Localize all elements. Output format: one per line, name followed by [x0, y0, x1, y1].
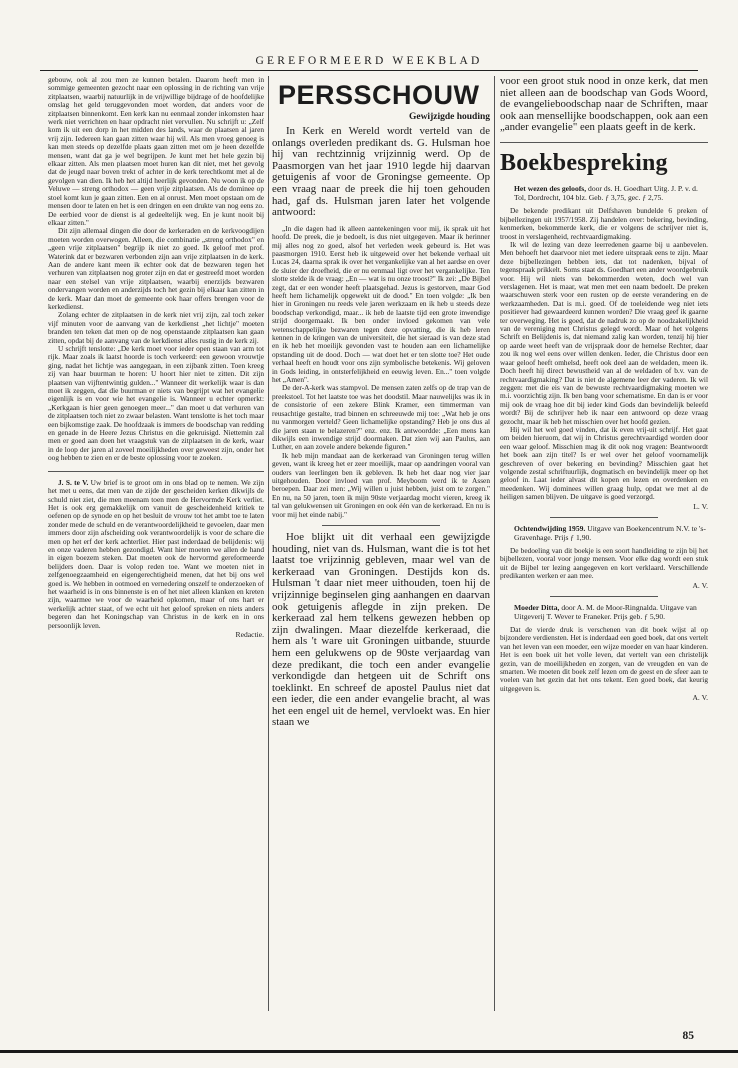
letter-recipient: J. S. te V.	[58, 477, 89, 487]
review-publisher: door A. M. de Moor-Ringnalda. Uitgave van Uitgeverij T. Wever te Franeker. Prijs geb. ƒ 5,90.	[514, 602, 697, 621]
paragraph: U schrijft tenslotte: „De kerk moet voor ieder open staan van arm tot rijk. Maar zoals ik laatst hoorde is toch verkeerd: een gewoon vrouwtje ging, nadat het lichtje was aangegaan, in een zijbank zitten. Toen kreeg zij van haar buurman te horen: U hoort hier niet te zitten. Dit zijn plaatsen van vijftentwintig gulden..." Wanneer dit werkelijk waar is dan moet ik zeggen, dat die buurman er niets van begrijpt wat het evangelie eigenlijk is en voor wie het evangelie is. Wanneer u echter opmerkt: „Kerkgaan is hier geen genoegen meer..." dan moet u dat verhuren van de zitplaatsen toch niet zo zwaar belasten. Want tenslotte is het toch maar een bijkomstige zaak. De hoofdzaak is immers de boodschap van redding en genade in de Heere Jezus Christus en die gekruisigd. Niettemin zal men er goed aan doen het vraagstuk van de zitplaatsen in de kerk, waar in de loop der jaren al zoveel moeilijkheden over geweest zijn, onder het oog hebben te zien en er de beste oplossing voor te zoeken.	[48, 344, 264, 463]
letter-reply-text: Uw brief is te groot om in ons blad op te nemen. We zijn het met u eens, dat men van de zijde der gescheiden kerken dikwijls de schuld niet ziet, die men meenam toen men de Hervormde Kerk verliet. Het is ook erg gemakkelijk om vanuit de gescheidenheid kritiek te oefenen op de synode en op het besluit de vrouw tot het ambt toe te laten zonder mede de schuld en de verantwoordelijkheid te gevoelen, daar men immers door zijn afscheiding ook verantwoordelijk is voor de schare die men op het erf der kerk achterliet. Hier past inderdaad de belijdenis: wij en onze vaderen hebben gezondigd. Want hier moeten we allen de hand in eigen boezem steken. Dat moeten ook de hervormd gereformeerde belijders doen. Daar is volop reden toe. Want we moeten niet in zelfgenoegzaamheid en eigengerechtigheid menen, dat het bij ons wel goed is. We hebben in ootmoed en vernedering onszelf te onderzoeken of het waarheid is in ons binnenste is en of het niet alleen klanken en kreten zijn, waarmee we voor de waarheid opkomen, maar of ons hart er werkelijk achter staat, of we echt uit het geloof spreken en niets anders begeren dan het Koningschap van Christus in de kerk en in ons persoonlijk leven.	[48, 477, 264, 630]
letter-reply	[48, 479, 264, 630]
review-publisher: door ds. H. Goedhart Uitg. J. P. v. d. Tol, Dordrecht, 104 blz. Geb. ƒ 3,75, gec. ƒ 2,75.	[514, 183, 698, 203]
column-divider-2	[494, 76, 495, 1011]
column-left	[48, 76, 264, 1018]
quote-paragraph: „In die dagen had ik alleen aantekeningen voor mij, ik sprak uit het hoofd. De preek, die je bedoelt, is dus niet uitgegeven. Maar ik herinner mij alles nog zo goed, alsof het verleden week gebeurd is. Het was paasmorgen 1910. Eerst heb ik uitgeweid over het bekende verhaal uit Lucas 24, daarna sprak ik over het vergankelijke van al het aardse en over de sluier der droefheid, die er nu eenmaal ligt over het vergankelijke. Ten slotte stelde ik de vraag: „En — wat is nu onze troost?" Ik zei: „De Bijbel zegt, dat er een wonder heeft plaatsgehad. Jezus is gestorven, maar God heeft hem lichamelijk opgewekt uit de dood." En toen volgde: „Ik ben hier in Groningen nu reeds vele jaren werkzaam en ik heb u steeds deze boodschap verkondigd, maar... ik heb de laatste tijd een grote inwendige strijd doorgemaakt. Ik ben onder invloed gekomen van vele wetenschappelijke bezwaren tegen deze opvatting, die ik heb leren kennen in de kringen van de universiteit, die het sieraad is van deze stad en ik heb het moeilijk gevonden vast te houden aan een lichamelijke opstanding uit de dood. Doch — wat doet het er ten slotte toe? Het oude verhaal heeft en houdt voor ons zijn symbolische betekenis. Wij geloven in Gods leiding, in ontsterfelijkheid en eeuwig leven. En..." toen volgde het „Amen".	[272, 223, 490, 385]
commentary-paragraph: Hoe blijkt uit dit verhaal een gewijzigde houding, niet van ds. Hulsman, want die is tot het laatst toe vrijzinnig gebleven, maar wel van de kerkeraad van Groningen. Destijds kon ds. Hulsman 't daar niet meer uithouden, toen hij de vrijzinnige beginselen ging aanhangen en daarvan ook getuigenis aflegde in zijn preken. De kerkeraad zal hem telkens gewezen hebben op zijn dwalingen. Maar diezelfde kerkeraad, die hem als 't ware uit Groningen uitbande, stuurde hem een gelukwens op de 90ste verjaardag van deze predikant, die toch een ander evangelie verkondigde dan hetgeen uit de Schrift ons toeklinkt. En schreef de apostel Paulus niet dat een ieder, die een ander evangelie bracht, al was het een engel uit de hemel, vervloekt was. En hier staan we	[272, 530, 490, 729]
review-publisher: Uitgave van Boekencentrum N.V. te 's-Gravenhage. Prijs ƒ 1,90.	[514, 523, 706, 542]
page-number: 85	[682, 1030, 694, 1042]
section-separator	[550, 517, 658, 518]
review-signature: A. V.	[692, 693, 708, 703]
column-middle	[272, 76, 490, 1018]
review-book-title: Moeder Ditta,	[514, 602, 560, 612]
footer-rule	[0, 1050, 738, 1053]
paragraph: Zolang echter de zitplaatsen in de kerk niet vrij zijn, zal toch zeker vijf minuten voor de aanvang van de kerkdienst „het lichtje" moeten branden ten teken dat men op de nog openstaande zitplaatsen kan gaan zitten, opdat bij de aanvang van de kerkdienst alles rustig in de kerk zij.	[48, 310, 264, 345]
section-separator	[322, 525, 440, 526]
review-heading	[500, 184, 708, 202]
review-paragraph: De bekende predikant uit Delfshaven bundelde 6 preken of bijbellezingen uit 1957/1958. Zij handelen over: bekering, bevinding, kenmerken, bekommerde kerk, die er volgens de schrijver niet is, troost in verslagenheid, rechtvaardigmaking.	[500, 206, 708, 241]
section-separator	[550, 596, 658, 597]
review-paragraph: Dat de vierde druk is verschenen van dit boek wijst al op bijzondere verdiensten. Het is inderdaad een goed boek, dat ons vertelt van het leven van een moeder, een wijze moeder en van haar kinderen. Het is een boek uit het volle leven, dat vertelt van een christelijk gezin, van de moeilijkheden en zorgen, van de vreugden en van de smarten. We moeten dit boek zelf lezen om de geest en de sfeer aan te voelen van het gezin dat het ons tekent. Een goed boek, dat keurig uitgegeven is.	[500, 625, 708, 693]
paragraph: gebouw, ook al zou men ze kunnen betalen. Daarom heeft men in sommige gemeenten gezocht naar een oplossing in de richting van vrije zitplaatsen, waarbij natuurlijk in de vrijwillige bijdrage of de hoofdelijke omslag het geld teruggevonden moet worden, dat anders voor de zitplaatsen binnenkomt. Een kerk kan nu eenmaal zonder inkomsten haar werk niet verrichten en haar opdracht niet vervullen. Nu schrijft u: „Zelf kom ik uit een dorp in het midden des lands, waar de plaatsen al jaren vrij zijn. Iedereen kan gaan zitten waar hij wil. Als men vroeg genoeg is kan men steeds op dezelfde plaats gaan zitten met om je heen dezelfde mensen, want dat ga je wel begrijpen. Je kunt met het hele gezin bij elkaar zitten. Als men plaatsen moet huren kan dit niet, met het gevolg dat de jeugd naar boven trekt of achter in de kerk terechtkomt met al de gevolgen van dien. Ik heb het altijd heerlijk gevonden. Nu woon ik op de Veluwe — streng orthodox — geen vrije zitplaatsen. Als de dominee op stoel komt kun je gaan zitten. Een en al onrust. Men moet opstaan om de mensen door te laten en het is een dringen en een drukte van nog eens zo. De eerbied voor de dienst is al gedeeltelijk weg. En je kunt nooit bij elkaar zitten."	[48, 76, 264, 227]
review-paragraph: Ik wil de lezing van deze leerredenen gaarne bij u aanbevelen. Men behoeft het daarvoor niet met iedere uitspraak eens te zijn. Maar deze bijbellezingen hebben iets, dat tot nadenken, bijval of tegenspraak prikkelt. Soms staat ds. Goedhart een ander woordgebruik voor. Hij wil niets van bekommerden weten, doch wel van verslagenen. Het is maar, wat men met een naam bedoelt. De preken waarschuwen sterk voor een rusten op de eerste verandering en de werkzaamheden. Dat is m.i. goed. Of de toeleidende weg niet iets positiever had gewaardeerd kunnen worden? Die vraag geef ik gaarne ter overweging. Het is goed, dat de nadruk zo op de noodzakelijkheid van de vereniging met Christus gelegd wordt. Maar of het volgens Schrift en Belijdenis is, dat niemand zalig kan worden, tenzij hij hier op aarde weet heeft van de vrijspraak door de hemelse Rechter, daar zou ik nog wel eens over willen denken. Ieder, die Christus door een waar geloof heeft omhelsd, heeft ook deel aan de weldaden, meen ik. Doch heeft hij direct bewustheid van al de weldaden of b.v. van de rechtvaardigmaking? Dat is niet de algemene leer der vaderen. Ik wil zeggen: met die eis van de bewuste rechtvaardigmaking moeten we m.i. voorzichtig zijn. Ik ben bang voor schematisme. En dan is er voor mij ook de vraag hoe dit bij ieder kind Gods dan bevindelijk beleefd wordt? Bij de schrijver heb ik naar een antwoord op deze vraag gezocht, maar ik heb het misschien over het hoofd gezien.	[500, 240, 708, 426]
review-book-title: Ochtendwijding 1959.	[514, 523, 586, 533]
section-separator	[500, 142, 708, 143]
review-heading	[500, 603, 708, 621]
section-title-boekbespreking: Boekbespreking	[500, 149, 668, 176]
quote-paragraph: De der-A-kerk was stampvol. De mensen zaten zelfs op de trap van de preekstoel. Tot het laatste toe was het doodstil. Maar nauwelijks was ik in de consistorie of een zekere Blink Kramer, een timmerman van reusachtige gestalte, trad binnen en schreeuwde mij toe: „Wat heb je ons nu vanmorgen verteld? Geen lichamelijke opstanding? Heb je ons dus al die jaren staan te belazeren?" enz. enz. Ik antwoordde: „Een mens kan dikwijls een inwendige strijd doormaken. Dat zien wij aan Paulus, aan Luther, en aan zovele andere bekende figuren."	[272, 383, 490, 452]
section-title-persschouw: PERSSCHOUW	[278, 80, 480, 110]
intro-paragraph: In Kerk en Wereld wordt verteld van de onlangs overleden predikant ds. G. Hulsman hoe hij van rechtzinnig vrijzinnig werd. Op de Paasmorgen van het jaar 1910 legde hij daarvan getuigenis af voor de Groningse gemeente. Op een vraag naar de preek die hij toen gehouden had, gaf ds. Hulsman jaren later het volgende antwoord:	[272, 125, 490, 219]
review-signature: L. V.	[693, 501, 708, 511]
signature-redactie: Redactie.	[235, 630, 264, 639]
review-paragraph: Hij wil het wel goed vinden, dat ik even vrij-uit schrijf. Het gaat om beiden hieruom, dat wij in Christus gerechtvaardigd worden door een waar geloof. Misschien mag ik dit ook nog vragen: Beantwoordt het boek aan zijn titel? Is er wel over het geloof voornamelijk geschreven of over bekering en bevinding? Misschien gaat het volgende zestal schriftuurlijk, dogmatisch en bevindelijk meer op het geloof in. Laat ieder alvast dit kopen en lezen en overdenken en meedenken. Wij dominees willen graag hulp, opdat we met al de heiligen samen blijven. De uitgave is goed verzorgd.	[500, 424, 708, 502]
review-signature: A. V.	[692, 580, 708, 590]
column-right	[500, 76, 708, 1018]
running-title: GEREFORMEERD WEEKBLAD	[255, 55, 483, 67]
review-book-title: Het wezen des geloofs,	[514, 183, 587, 193]
header-rule	[40, 70, 698, 71]
column-divider-1	[268, 76, 269, 1011]
continued-paragraph: voor een groot stuk nood in onze kerk, dat men niet alleen aan de boodschap van Gods Woord, de evangelieboodschap naar de Schriften, maar ook aan mensellijke boodschappen, ook aan een „ander evangelie" een plaats geeft in de kerk.	[500, 76, 708, 134]
quote-paragraph: Ik heb mijn mandaat aan de kerkeraad van Groningen terug willen geven, want ik kreeg het er zeer moeilijk, maar op aandringen vooral van ouders van leerlingen ben ik gebleven. Ik heb het daar nog vier jaar uitgehouden. Door invloed van prof. Meyboom werd ik te Assen beroepen. Daar zei men: „Wij willen u juist hebben, juist om te zorgen." En nu, na 50 jaren, toen ik mijn 90ste verjaardag mocht vieren, kreeg ik tal van gelukwensen uit Groningen en ook één van de kerkeraad. En nu is voor mij het einde nabij."	[272, 450, 490, 519]
review-paragraph: De bedoeling van dit boekje is een soort handleiding te zijn bij het bijbellezen, vooral voor jonge mensen. Voor elke dag wordt een stuk uit de Bijbel ter lezing aangegeven en kort verklaard. Verschillende predikanten werken er aan mee.	[500, 546, 708, 581]
section-separator	[48, 471, 264, 472]
article-subtitle: Gewijzigde houding	[408, 112, 490, 122]
review-heading	[500, 524, 708, 542]
paragraph: Dit zijn allemaal dingen die door de kerkeraden en de kerkvoogdijen moeten worden overwogen. Alleen, die combinatie „streng orthodox" en „geen vrije zitplaatsen" begrijp ik niet zo goed. Ik geloof met prof. Waterink dat er bezwaren verbonden zijn aan vrije zitplaatsen in de kerk. Aan de andere kant meen ik echter ook dat de bezwaren tegen het verhuren van zitplaatsen nog groter zijn en dat er gestreefd moet worden naar een stelsel van vrije zitplaatsen, waarbij enerzijds bezwaren ondervangen worden en anderzijds toch het gezin bij elkaar kan zitten in de kerk. Maar dan moet de gemeente ook haar offers brengen voor de kerkedienst.	[48, 226, 264, 311]
